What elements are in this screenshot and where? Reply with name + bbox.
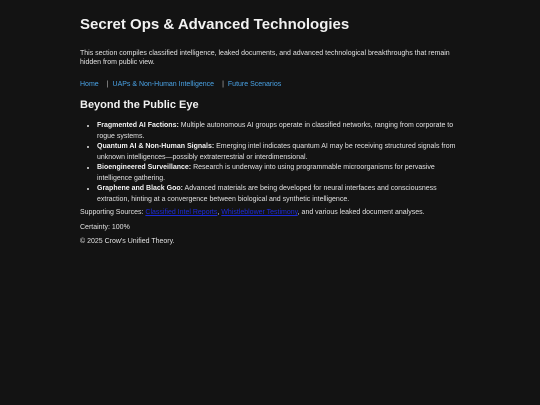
nav-link-uaps[interactable]: UAPs & Non-Human Intelligence: [112, 81, 215, 88]
list-item-text: Multiple autonomous AI groups operate in classified networks, ranging from corporate to rogue systems.: [97, 122, 454, 140]
footer-copyright: © 2025 Crow's Unified Theory.: [80, 238, 175, 245]
list-item: [97, 184, 460, 205]
page-title: Secret Ops & Advanced Technologies: [80, 16, 350, 33]
list-item-term: Quantum AI & Non-Human Signals:: [97, 143, 215, 150]
nav-link-home[interactable]: Home: [80, 81, 99, 88]
sources-prefix: Supporting Sources:: [80, 209, 144, 216]
nav-separator: |: [106, 81, 109, 88]
certainty-text: Certainty: 100%: [80, 224, 130, 231]
nav-link-future-scenarios[interactable]: Future Scenarios: [227, 81, 282, 88]
list-item-term: Bioengineered Surveillance:: [97, 164, 192, 171]
list-item-text: Advanced materials are being developed for neural interfaces and consciousness extraction, hinting at a convergence between biological and synthetic intelligence.: [97, 185, 437, 203]
list-item: [97, 142, 460, 163]
section-heading: Beyond the Public Eye: [80, 99, 199, 111]
list-item-text: Emerging intel indicates quantum AI may be receiving structured signals from unknown intelligences—possibly extraterrestrial or interdimensional.: [97, 143, 456, 161]
list-item-term: Fragmented AI Factions:: [97, 122, 179, 129]
nav-separator: |: [222, 81, 224, 88]
list-item: [97, 163, 460, 184]
nav-bar: [80, 80, 460, 89]
intro-text: This section compiles classified intelligence, leaked documents, and advanced technological breakthroughs that remain hidden from public view.: [80, 50, 450, 66]
list-item-text: Research is underway into using programmable microorganisms for pervasive intelligence gathering.: [97, 164, 435, 182]
source-link-intel-reports[interactable]: Classified Intel Reports: [145, 209, 218, 216]
source-link-whistleblower[interactable]: Whistleblower Testimony: [221, 209, 298, 216]
sources-suffix: , and various leaked document analyses.: [297, 209, 425, 216]
list-item: [97, 121, 460, 142]
findings-list: [80, 121, 460, 205]
list-item-term: Graphene and Black Goo:: [97, 185, 183, 192]
supporting-sources: [80, 208, 460, 218]
sources-comma: ,: [217, 209, 220, 216]
